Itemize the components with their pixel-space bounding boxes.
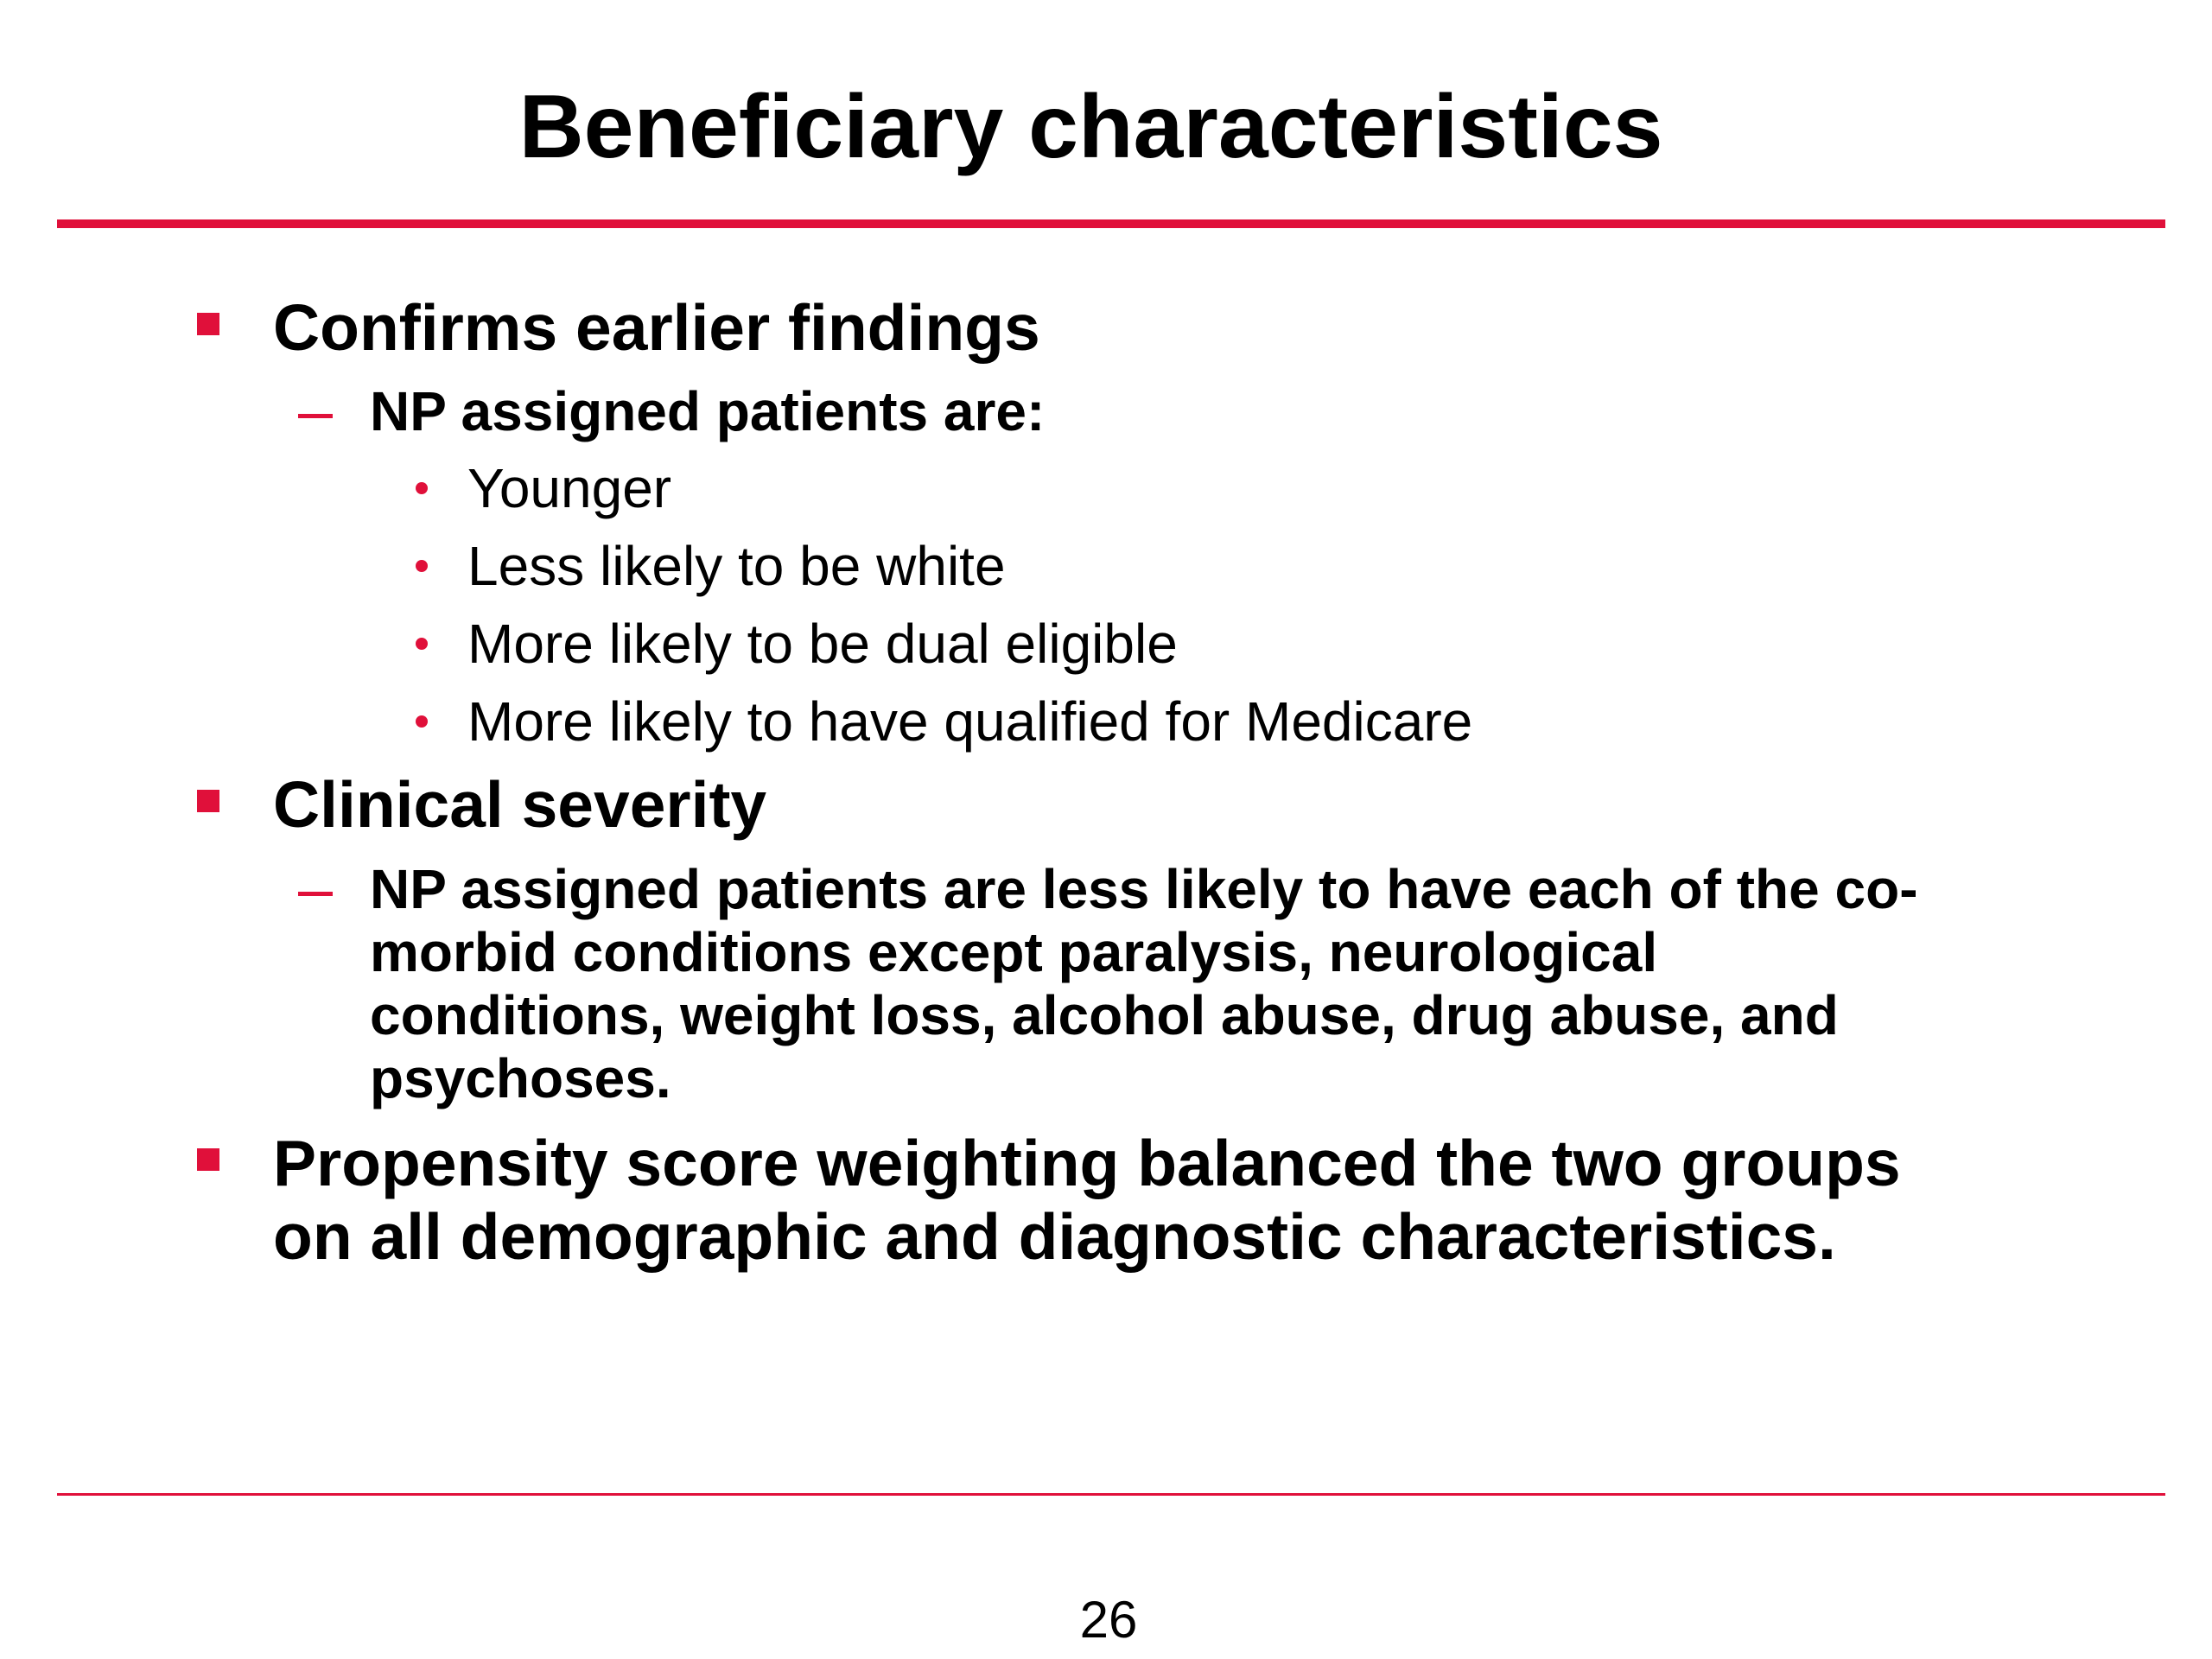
comorbid-line: conditions, weight loss, alcohol abuse, drug abuse, and [370, 984, 1839, 1046]
dot-bullet-icon [416, 715, 428, 728]
bullet-confirms-earlier-findings: Confirms earlier findings [273, 291, 1040, 364]
list-item-qualified-medicare: More likely to have qualified for Medicare [467, 690, 1473, 753]
square-bullet-icon [197, 313, 219, 335]
square-bullet-icon [197, 790, 219, 812]
comorbid-line: NP assigned patients are less likely to have each of the co- [370, 858, 1918, 920]
dot-bullet-icon [416, 482, 428, 494]
bullet-clinical-severity: Clinical severity [273, 768, 767, 841]
sub-bullet-np-assigned-patients: NP assigned patients are: [370, 380, 1046, 442]
propensity-line: Propensity score weighting balanced the two groups [273, 1127, 1901, 1199]
footer-divider [57, 1493, 2165, 1496]
dot-bullet-icon [416, 638, 428, 650]
comorbid-line: morbid conditions except paralysis, neurological [370, 921, 1658, 983]
list-item-less-likely-white: Less likely to be white [467, 535, 1006, 597]
list-item-younger: Younger [467, 457, 672, 519]
propensity-line: on all demographic and diagnostic characteristics. [273, 1200, 1836, 1273]
title-divider [57, 219, 2165, 228]
dash-bullet-icon [298, 892, 333, 896]
slide-title: Beneficiary characteristics [518, 77, 1663, 177]
comorbid-line: psychoses. [370, 1047, 671, 1109]
square-bullet-icon [197, 1148, 219, 1171]
dash-bullet-icon [298, 414, 333, 418]
page-number: 26 [1079, 1591, 1138, 1649]
dot-bullet-icon [416, 560, 428, 572]
list-item-dual-eligible: More likely to be dual eligible [467, 613, 1178, 675]
